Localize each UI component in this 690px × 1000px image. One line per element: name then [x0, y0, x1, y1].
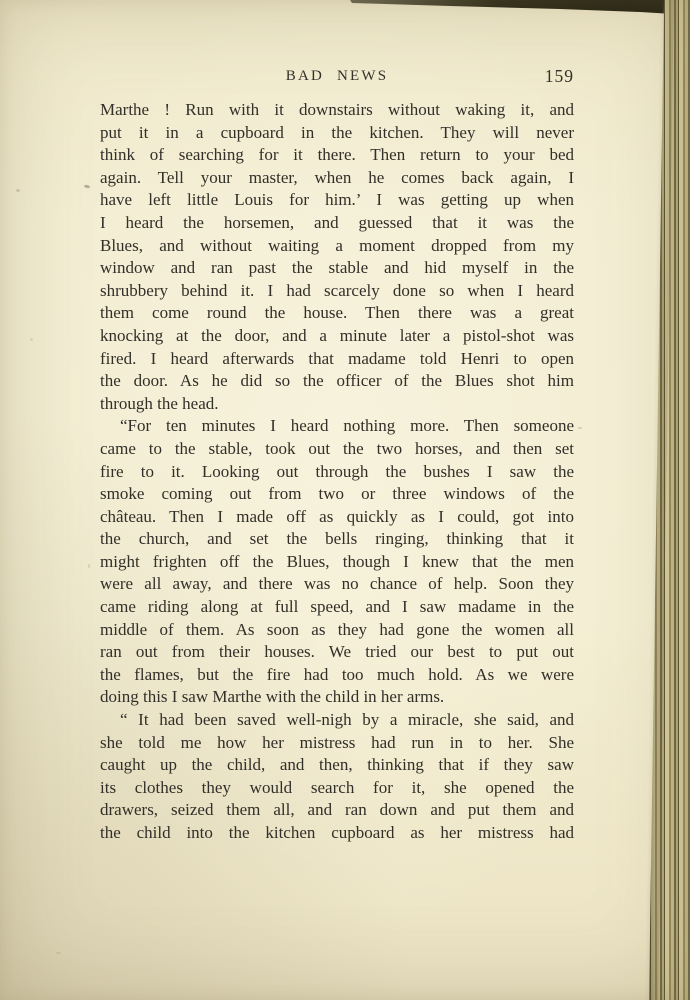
- text-line: caught up the child, and then, thinking that if they saw: [100, 755, 574, 775]
- page-header: [100, 66, 574, 90]
- text-line: them come round the house. Then there was a great: [100, 303, 574, 323]
- text-line: shrubbery behind it. I had scarcely done so when I heard: [100, 280, 574, 300]
- text-line: doing this I saw Marthe with the child in her arms.: [100, 687, 445, 707]
- text-line: have left little Louis for him.’ I was getting up when: [100, 190, 574, 210]
- paper-speckle: [578, 427, 582, 429]
- text-line: the flames, but the fire had too much hold. As we were: [100, 664, 574, 684]
- running-head-title: BAD NEWS: [285, 68, 389, 84]
- text-line: came riding along at full speed, and I saw madame in the: [100, 597, 574, 617]
- text-line: came to the stable, took out the two horses, and then set: [100, 438, 574, 458]
- paper-speckle: [56, 952, 61, 954]
- paper-speckle: [84, 184, 90, 188]
- text-line: Blues, and without waiting a moment dropped from my: [100, 235, 574, 255]
- paper-speckle: [88, 564, 90, 568]
- text-line: window and ran past the stable and hid myself in the: [100, 258, 574, 278]
- book-cover-edge: [0, 0, 690, 18]
- text-line: through the head.: [100, 393, 219, 413]
- paper-speckle: [30, 338, 33, 341]
- text-line: think of searching for it there. Then return to your bed: [100, 145, 574, 165]
- page-body: [100, 99, 574, 845]
- text-line: its clothes they would search for it, she opened the: [100, 777, 574, 797]
- text-line: might frighten off the Blues, though I knew that the men: [100, 551, 574, 571]
- paper-speckle: [16, 189, 20, 192]
- text-line: “For ten minutes I heard nothing more. Then someone: [120, 416, 574, 436]
- text-line: the child into the kitchen cupboard as her mistress had: [100, 823, 574, 842]
- text-line: the door. As he did so the officer of the Blues shot him: [100, 371, 574, 391]
- text-line: I heard the horsemen, and guessed that it was the: [100, 212, 574, 232]
- page-number: 159: [544, 66, 574, 86]
- text-line: were all away, and there was no chance of help. Soon they: [100, 574, 574, 594]
- text-line: put it in a cupboard in the kitchen. They will never: [100, 122, 574, 142]
- text-line: she told me how her mistress had run in to her. She: [100, 732, 574, 752]
- text-line: Marthe ! Run with it downstairs without waking it, and: [100, 100, 574, 119]
- text-line: knocking at the door, and a minute later a pistol-shot was: [100, 325, 574, 345]
- text-line: smoke coming out from two or three windows of the: [100, 484, 574, 504]
- page-edges-stack: [646, 0, 690, 1000]
- text-line: château. Then I made off as quickly as I could, got into: [100, 506, 574, 526]
- text-line: fire to it. Looking out through the bushes I saw the: [100, 461, 574, 481]
- text-line: fired. I heard afterwards that madame told Henri to open: [100, 348, 574, 368]
- text-line: ran out from their houses. We tried our best to put out: [100, 642, 574, 662]
- text-line: middle of them. As soon as they had gone the women all: [100, 619, 574, 639]
- text-line: “ It had been saved well-nigh by a miracle, she said, and: [120, 710, 574, 730]
- text-line: again. Tell your master, when he comes back again, I: [100, 167, 574, 187]
- text-line: the church, and set the bells ringing, thinking that it: [100, 529, 574, 549]
- text-line: drawers, seized them all, and ran down and put them and: [100, 800, 574, 820]
